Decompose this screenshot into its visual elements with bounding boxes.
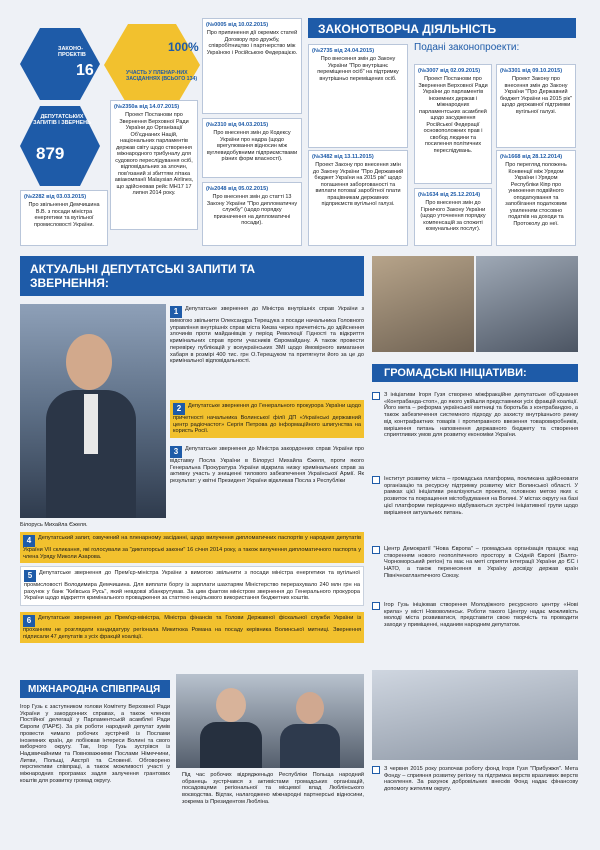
request-number: 1 xyxy=(170,306,182,318)
international-photo-caption: Під час робочих відрядженьдо Республіки Польща народний обранець зустрічався з активістами громадських організацій, посадовцями регіональної та місцевої влад Люблінського воєводства. Відтак, налагоджено міжнародні партнерські відносини, зокрема із Президентом Любліна. xyxy=(182,772,364,805)
bill-text: Про внесення змін до Закону України "Про внутрішнє переміщення осіб" на підтримку внутрішньо переміщених осіб. xyxy=(317,56,399,82)
bill-date: (№2350а від 14.07.2015) xyxy=(114,104,180,110)
request-number: 4 xyxy=(23,535,35,547)
request-item-6 xyxy=(20,612,364,643)
initiative-text: Ігор Гузь ініціював створення Молодіжного ресурсного центру «Нові крила» у місті Нововолинськ. Роботи такого Центру надає можливість молоді міста розвиватися, представити свою творчість та проводити заходи у приміщенні, наданим народним депутатом. xyxy=(384,602,578,629)
request-item-3 xyxy=(170,446,364,485)
request-text: Депутатський запит, озвучений на пленарному засіданні, щодо вилучення дипломатичних паспортів у народних депутатів України VII скликання, які голосували за "диктаторські закони" 16 січня 2014 року, а також вилучення дипломатичного паспорта у члена Уряду Миколи Азарова. xyxy=(23,535,361,560)
initiative-item xyxy=(372,766,578,793)
request-text: Депутатське звернення до Міністра закордонних справ України про відставку Посла України в Білорусі Михайла Єжеля, проти якого Генеральна Прокуратура України відкрила низку кримінальних справ за активну участь у знищенні тилового забезпечення Української Армії. Як результат: у квітні Президент України відкликав Посла з Республіки xyxy=(170,446,364,485)
initiative-text: Інститут розвитку міста – громадська платформа, покликана здійснювати організацію та ресурсну підтримку розвитку міст Волинської області. У рамках цієї ініціативи реалізуються проекти, головною метою яких є розвиток та покращення містобудування на Волині. У містах округу на базі цієї платформи періодично відбуваються зустрічі ініціативної групи щодо вирішення актуальних питань. xyxy=(384,476,578,516)
bill-date: (№3007 від 02.09.2015) xyxy=(418,68,481,74)
checkbox-icon xyxy=(372,602,380,610)
request-item-4 xyxy=(20,532,364,563)
request-text: Депутатське звернення до Генерального прокурора України щодо причетності начальника Волинської філії ДП «Українські державний центр радіочастот» Сергія Петрова до інформаційного шпигунства на користь Росії. xyxy=(173,403,361,435)
request-item-2 xyxy=(170,400,364,438)
request-number: 5 xyxy=(24,570,36,582)
bill-text: Про внесення змін до Гірничого Закону України (щодо уточнення порядку компенсацій за спожиті комунальних послуг). xyxy=(420,200,486,232)
request-photo-caption: Білорусь Михайла Єжеля. xyxy=(20,522,88,528)
bill-card xyxy=(202,118,302,178)
attendance-label: УЧАСТЬ У ПЛЕНАР-НИХ ЗАСІДАННЯХ (ВСЬОГО 134) xyxy=(126,70,198,82)
bill-card xyxy=(202,18,302,114)
request-number: 3 xyxy=(170,446,182,458)
initiatives-title: ГРОМАДСЬКІ ІНІЦІАТИВИ: xyxy=(384,367,527,379)
bills-label: ЗАКОНО-ПРОЕКТІВ xyxy=(58,46,86,58)
initiative-text: З ініціативи Ігоря Гузя створено міжфракційне депутатське об'єднання «Контрабанда-стоп», до якого увійшли представники усіх фракцій коаліції. Його мета – реформа української митниці та боротьба з контрабандою, а також забезпечення системного підходу до захисту внутрішнього ринку від контрафактних товарів і протиправного ввезення товаровиробників, вирішення питань наповнення державного бюджету та створення сприятливих умов для розвитку економіки України. xyxy=(384,392,578,439)
initiative-text: З червня 2015 року розпочав роботу фонд Ігоря Гузя "Прибужжя". Мета Фонду – сприяння розвитку регіону та підтримка верств вразливих верств населення. За рахунок добровільних внесків Фонд надає фінансову допомогу жителям округу. xyxy=(384,766,578,793)
bill-date: (№3301 від 09.10.2015) xyxy=(500,68,563,74)
initiative-item xyxy=(372,392,578,439)
international-photo xyxy=(176,674,364,768)
bill-card xyxy=(308,44,408,148)
international-text: Ігор Гузь є заступником голови Комітету Верховної Ради України у закордонних справах, а також членом Постійної делегації у Парламентській асамблеї Ради Європи (ПАРЄ). За рік роботи народний депутат зумів провести чимало робочих зустрічей із Послами іноземних країн, де лобіював інтереси Волині та свого виборчого округу. Так, Ігор Гузь зустрівся із Надзвичайними та Повноважними Послами Німеччини, Литви, Польщі, Австрії та Словенії. Обговорено перспективи співпраці, а також можливості участі у міжнародних програмах задля залучення грантових коштів для розвитку громад округу. xyxy=(20,704,170,784)
request-number: 6 xyxy=(23,615,35,627)
request-text: Депутатське звернення до Прем'єр-міністра, Міністра фінансів та Голови Державної фіскальної служби України із проханням не розглядати кандидатуру регіонала Микитюка Романа на посаду керівника Волинської митниці. Звернення підписали 47 депутатів з усіх фракцій коаліції. xyxy=(23,615,361,640)
bill-card xyxy=(202,182,302,246)
bill-card xyxy=(414,64,492,184)
bill-text: Проект Закону про внесення змін до Закону України "Про Державний бюджет України на 2015 рік" щодо погашення заборгованості та виплати потоваї заробітної плати працівникам державних підприємств вугільної галузі. xyxy=(312,162,404,207)
requests-label: ДЕПУТАТСЬКИХ ЗАПИТІВ І ЗВЕРНЕНЬ xyxy=(33,114,91,126)
request-number: 2 xyxy=(173,403,185,415)
request-item-1 xyxy=(170,306,364,365)
legislation-subtitle: Подані законопроекти: xyxy=(414,42,520,53)
bill-card xyxy=(308,150,408,246)
bills-count: 16 xyxy=(76,62,94,79)
bill-text: Про внесення змін до статті 13 Закону України "Про дипломатичну службу" (щодо порядку призначення на дипломатичні посади). xyxy=(206,194,298,226)
bill-text: Про внесення змін до Кодексу України про надра (щодо врегулювання відносин між вуглевидобувними підприємствами різних форм власності). xyxy=(206,130,298,162)
initiative-item xyxy=(372,602,578,629)
checkbox-icon xyxy=(372,766,380,774)
requests-count: 879 xyxy=(36,144,65,163)
bill-date: (№3482 від 13.11.2015) xyxy=(312,154,374,160)
bill-date: (№2735 від 24.04.2015) xyxy=(312,48,375,54)
bill-card xyxy=(496,150,576,246)
bill-text: Проект Закону про внесення змін до Закону України "Про Державний бюджет України на 2015 рік" щодо державної підтримки вугільної галузі. xyxy=(500,76,572,115)
bill-card xyxy=(414,188,492,246)
left-note-card xyxy=(20,190,108,246)
checkbox-icon xyxy=(372,392,380,400)
legislation-title: ЗАКОНОТВОРЧА ДІЯЛЬНІСТЬ xyxy=(318,22,497,36)
bill-date: (№1634 від 25.12.2014) xyxy=(418,192,481,198)
initiative-text: Центр Демократії "Нова Європа" – громадська організація працює над створенням нового геополітичного простору в Східній Європі (Балто-Чорноморський регіон) та має на меті сприяти інтеграції України до ЄС і НАТО, а також перенесення в Україну досвіду держав країн Північноатлантичного Союзу. xyxy=(384,546,578,579)
bill-date: (№1668 від 28.12.2014) xyxy=(500,154,563,160)
requests-title: АКТУАЛЬНІ ДЕПУТАТСЬКІ ЗАПИТИ ТА ЗВЕРНЕННЯ: xyxy=(30,262,256,290)
bill-card xyxy=(110,100,198,230)
left-note-date: (№2282 від 03.03.2015) xyxy=(24,194,87,200)
center-photo xyxy=(372,670,578,760)
bill-text: Про перегляд положень Конвенції між Урядом України і Урядом Республіки Кіпр про уникнення подвійного оподаткування та запобігання податковим ухиленням стосовно податків на доходи та Протоколу до неї. xyxy=(505,162,567,227)
meeting-photo xyxy=(372,256,474,352)
request-item-5 xyxy=(20,566,364,606)
initiative-item xyxy=(372,476,578,516)
left-note-text: Про звільнення Демчишина В.В. з посади міністра енергетики та вугільної промисловості України. xyxy=(28,202,100,228)
checkbox-icon xyxy=(372,546,380,554)
request-text: Депутатське звернення до Міністра внутрішніх справ України з вимогою звільнити Олександра Терещука з посади начальника Головного управління внутрішніх справ міста Києва через причетність до здійснення злочинів проти майданівців у період Революції Гідності та відкриття кримінальних справ проти учасників Євромайдану. А також провести перевірку публікацій у всеукраїнських ЗМІ щодо ймовірного вимагання хабаря в розмірі 400 тис. грн О.Терещуком та притягнути його за це до кримінальної відповідальності. xyxy=(170,306,364,365)
bill-card xyxy=(496,64,576,148)
attendance-percent: 100% xyxy=(168,40,199,54)
bill-text: Про припинення дії окремих статей Договору про дружбу, співробітництво і партнерство між Україною і Російською Федерацією. xyxy=(206,30,298,56)
deputy-photo xyxy=(20,304,166,518)
bill-date: (№2310 від 04.03.2015) xyxy=(206,122,269,128)
checkbox-icon xyxy=(372,476,380,484)
international-title: МІЖНАРОДНА СПІВПРАЦЯ xyxy=(28,684,161,695)
bill-date: (№2048 від 05.02.2015) xyxy=(206,186,269,192)
bill-text: Проект Постанови про Звернення Верховної Ради України до парламентів іноземних держав і міжнародних парламентських асамблей щодо засудження Російської Федерації основоположних прав і свобод людини та посилення політичних переслідувань. xyxy=(418,76,488,154)
bill-date: (№0005 від 10.02.2015) xyxy=(206,22,269,28)
bill-text: Проект Постанови про Звернення Верховної Ради України до Організації Об'єднаних Націй, національних парламентів держав світу щодо створення міжнародного трибуналу для судового переслідування осіб, відповідальних за злочин, пов'язаний зі збиттям літака авіакомпанії Malaysian Airlines, що здійснював рейс MH17 17 липня 2014 року. xyxy=(114,112,194,196)
request-text: Депутатське звернення до Прем'єр-міністра України з вимогою звільнити з посади міністра енергетики та вугільної промисловості Володимира Демчишина. Для виплати боргу із зарплати шахтарям Міністерство перерахувало 240 млн грн на рахунок у банк "Київська Русь", який невдовзі збанкрутував. За цим фактом міністром звернення до Генерального прокурора України щодо відкриття кримінального провадження за статтею нецільового використання бюджетних коштів. xyxy=(24,570,360,602)
meeting-photo xyxy=(476,256,578,352)
attendance-hex xyxy=(104,24,200,106)
initiative-item xyxy=(372,546,578,580)
